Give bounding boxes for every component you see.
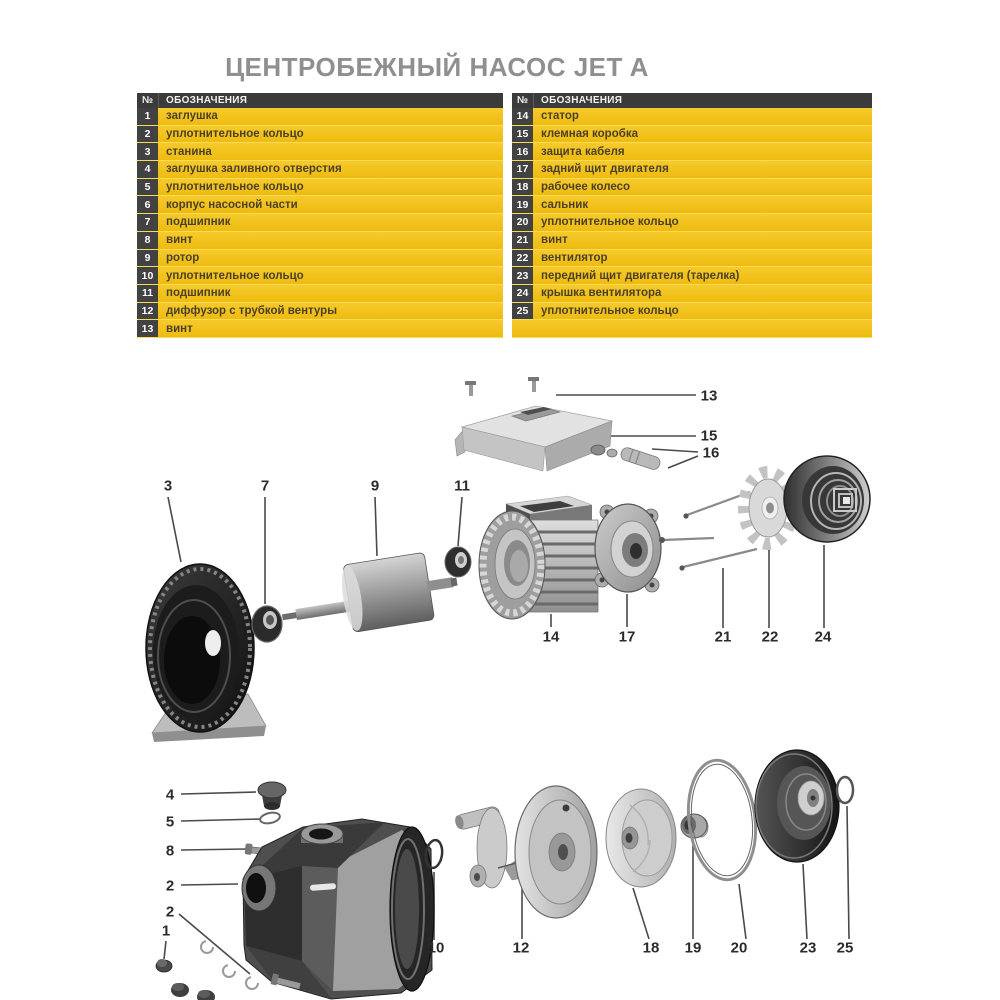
pump-frame [146, 564, 266, 742]
o-ring-10 [424, 839, 444, 869]
row-number: 11 [137, 285, 158, 302]
row-label: подшипник [166, 287, 231, 300]
callout-23: 23 [799, 939, 817, 957]
header-number: № [512, 93, 534, 108]
row-label: заглушка заливного отверстия [166, 163, 342, 176]
row-label: уплотнительное кольцо [541, 216, 679, 229]
clips-and-plugs [156, 941, 258, 1000]
callout-13: 13 [700, 387, 718, 405]
callout-24: 24 [814, 628, 832, 646]
row-label: уплотнительное кольцо [541, 304, 679, 317]
o-ring-5 [259, 811, 281, 825]
row-label: рабочее колесо [541, 181, 631, 194]
tie-bolts [659, 492, 757, 571]
callout-9: 9 [370, 477, 380, 495]
row-label: крышка вентилятора [541, 287, 662, 300]
row-number: 2 [137, 126, 158, 143]
header-number: № [137, 93, 159, 108]
diffuser [454, 786, 597, 918]
row-number: 8 [137, 232, 158, 249]
row-label: станина [166, 145, 212, 158]
callout-14: 14 [542, 628, 560, 646]
header-name: ОБОЗНАЧЕНИЯ [166, 95, 248, 106]
row-number: 15 [512, 126, 533, 143]
row-number: 12 [137, 303, 158, 320]
row-label: диффузор с трубкой вентуры [166, 304, 338, 317]
row-number: 13 [137, 320, 158, 337]
stator [479, 496, 598, 619]
pump-casing [242, 819, 434, 999]
callout-20: 20 [730, 939, 748, 957]
fill-plug-4 [258, 782, 286, 810]
row-label: уплотнительное кольцо [166, 128, 304, 141]
row-number: 23 [512, 267, 533, 284]
callout-1: 1 [161, 922, 171, 940]
row-number: 10 [137, 267, 158, 284]
callout-12: 12 [512, 939, 530, 957]
row-number: 20 [512, 214, 533, 231]
row-number: 4 [137, 161, 158, 178]
callout-16: 16 [702, 444, 720, 462]
callout-19: 19 [684, 939, 702, 957]
row-number: 25 [512, 303, 533, 320]
page-title: ЦЕНТРОБЕЖНЫЙ НАСОС JET A [225, 52, 649, 82]
callout-17: 17 [618, 628, 636, 646]
row-label: задний щит двигателя [541, 163, 669, 176]
impeller [606, 789, 676, 887]
row-number: 21 [512, 232, 533, 249]
row-label: сальник [541, 198, 589, 211]
row-label: статор [541, 110, 579, 123]
row-label: защита кабеля [541, 145, 625, 158]
row-number: 22 [512, 250, 533, 267]
row-number: 1 [137, 108, 158, 125]
callout-25: 25 [836, 939, 854, 957]
callout-2: 2 [165, 877, 175, 895]
row-label: передний щит двигателя (тарелка) [541, 269, 740, 282]
callout-15: 15 [700, 427, 718, 445]
row-label: уплотнительное кольцо [166, 181, 304, 194]
callout-11: 11 [454, 477, 470, 495]
row-number: 7 [137, 214, 158, 231]
row-label: винт [541, 234, 568, 247]
row-number: 24 [512, 285, 533, 302]
row-label: ротор [166, 251, 200, 264]
row-number: 14 [512, 108, 533, 125]
row-label: вентилятор [541, 251, 608, 264]
callout-3: 3 [163, 477, 173, 495]
row-number: 18 [512, 179, 533, 196]
row-label: винт [166, 322, 193, 335]
fan-cover [784, 456, 870, 542]
terminal-box [455, 406, 612, 471]
callout-21: 21 [714, 628, 732, 646]
callout-18: 18 [642, 939, 660, 957]
row-number: 6 [137, 196, 158, 213]
row-number: 5 [137, 179, 158, 196]
callout-2: 2 [165, 903, 175, 921]
rear-motor-shield [595, 504, 661, 592]
o-ring-25 [837, 777, 853, 803]
terminal-box-screws [465, 377, 539, 396]
header-name: ОБОЗНАЧЕНИЯ [541, 95, 623, 106]
row-number: 9 [137, 250, 158, 267]
row-number: 19 [512, 196, 533, 213]
row-label: заглушка [166, 110, 218, 123]
callout-10: 10 [427, 939, 445, 957]
row-label: корпус насосной части [166, 198, 298, 211]
cable-gland [591, 445, 661, 471]
row-number: 17 [512, 161, 533, 178]
callout-22: 22 [761, 628, 779, 646]
front-motor-shield [755, 750, 839, 862]
bearing-11 [445, 547, 471, 577]
row-label: клемная коробка [541, 128, 638, 141]
callout-7: 7 [260, 477, 270, 495]
row-number: 16 [512, 143, 533, 160]
callout-5: 5 [165, 813, 175, 831]
row-number: 3 [137, 143, 158, 160]
rotor [276, 548, 462, 643]
bearing-7 [252, 606, 282, 642]
row-label: подшипник [166, 216, 231, 229]
callout-8: 8 [165, 842, 175, 860]
row-label: винт [166, 234, 193, 247]
callout-4: 4 [165, 786, 175, 804]
row-label: уплотнительное кольцо [166, 269, 304, 282]
